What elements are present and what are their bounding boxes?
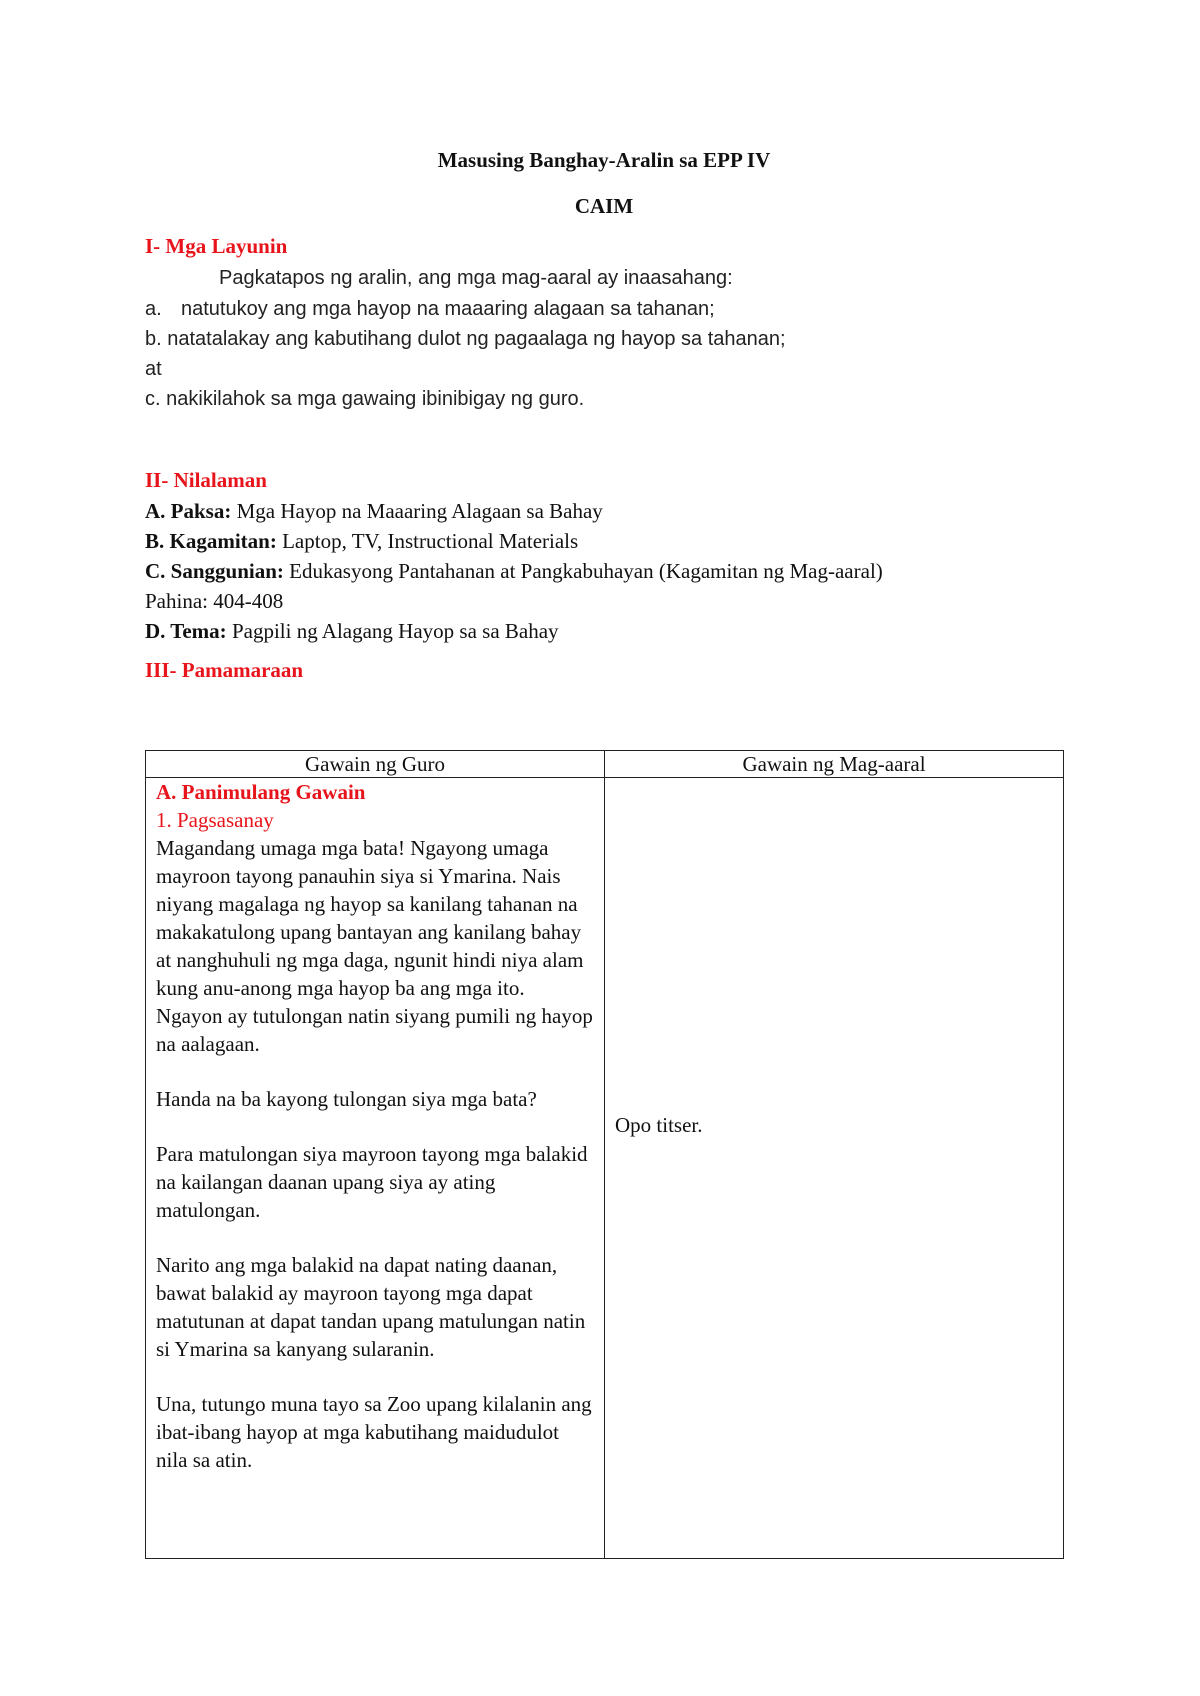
objective-text: natutukoy ang mga hayop na maaaring alagaan sa tahanan;: [181, 298, 715, 320]
content-item-theme: [145, 616, 1063, 646]
section-heading-content: II- Nilalaman: [145, 468, 267, 492]
column-header-student: Gawain ng Mag-aaral: [605, 751, 1064, 778]
objective-text: natatalakay ang kabutihang dulot ng pagaalaga ng hayop sa tahanan;: [167, 328, 786, 350]
teacher-paragraph: Handa na ba kayong tulongan siya mga bata?: [156, 1087, 537, 1111]
content-item-materials: [145, 526, 1063, 556]
content-label: D. Tema:: [145, 619, 227, 643]
objective-letter: a.: [145, 298, 162, 320]
procedure-table: [145, 750, 1064, 1559]
section-heading-objectives: I- Mga Layunin: [145, 234, 288, 258]
column-header-teacher: Gawain ng Guro: [146, 751, 605, 778]
content-label: B. Kagamitan:: [145, 529, 277, 553]
objective-item: [145, 324, 1063, 354]
document-title: Masusing Banghay-Aralin sa EPP IV: [437, 148, 771, 172]
content-value: Pagpili ng Alagang Hayop sa sa Bahay: [231, 619, 559, 643]
content-item-pages: [145, 586, 1063, 616]
section-procedure: [145, 654, 1063, 686]
table-header-row: [146, 751, 1064, 778]
content-value: Laptop, TV, Instructional Materials: [282, 529, 579, 553]
teacher-activity-cell: [146, 778, 605, 1559]
student-activity-cell: [605, 778, 1064, 1559]
objective-letter: b.: [145, 328, 162, 350]
objective-text: nakikilahok sa mga gawaing ibinibigay ng guro.: [166, 388, 585, 410]
objective-item: [145, 294, 1063, 324]
teacher-step: 1. Pagsasanay: [156, 808, 274, 832]
section-objectives: [145, 230, 1063, 414]
content-value: Edukasyong Pantahanan at Pangkabuhayan (Kagamitan ng Mag-aaral): [289, 559, 883, 583]
content-item-reference: [145, 556, 1063, 586]
teacher-paragraph: Narito ang mga balakid na dapat nating daanan, bawat balakid ay mayroon tayong mga dapat matutunan at dapat tandan upang matulungan natin si Ymarina sa kanyang sularanin.: [156, 1253, 586, 1361]
teacher-paragraph: Para matulongan siya mayroon tayong mga balakid na kailangan daanan upang siya ay ating matulongan.: [156, 1142, 588, 1222]
objective-item: [145, 354, 1063, 384]
objective-text: at: [145, 358, 162, 380]
content-label: A. Paksa:: [145, 499, 232, 523]
teacher-subheading: A. Panimulang Gawain: [156, 780, 366, 804]
objective-letter: c.: [145, 388, 161, 410]
table-row: [146, 778, 1064, 1559]
content-value: Mga Hayop na Maaaring Alagaan sa Bahay: [236, 499, 603, 523]
content-item-topic: [145, 496, 1063, 526]
content-value: Pahina: 404-408: [145, 589, 284, 613]
objectives-intro: Pagkatapos ng aralin, ang mga mag-aaral ay inaasahang:: [219, 267, 733, 289]
content-label: C. Sanggunian:: [145, 559, 284, 583]
section-content: [145, 464, 1063, 646]
document-subtitle: CAIM: [574, 194, 634, 218]
teacher-paragraph: Una, tutungo muna tayo sa Zoo upang kilalanin ang ibat-ibang hayop at mga kabutihang maidudulot nila sa atin.: [156, 1392, 592, 1472]
teacher-paragraph: Magandang umaga mga bata! Ngayong umaga mayroon tayong panauhin siya si Ymarina. Nais niyang magalaga ng hayop sa kanilang tahanan na makakatulong upang bantayan ang kanilang bahay at nanghuhuli ng mga daga, ngunit hindi niya alam kung anu-anong mga hayop ba ang mga ito. Ngayon ay tutulongan natin siyang pumili ng hayop na aalagaan.: [156, 836, 593, 1056]
student-response: Opo titser.: [615, 1113, 703, 1137]
section-heading-procedure: III- Pamamaraan: [145, 658, 304, 682]
document-page: [145, 140, 1063, 686]
objective-item: [145, 384, 1063, 414]
